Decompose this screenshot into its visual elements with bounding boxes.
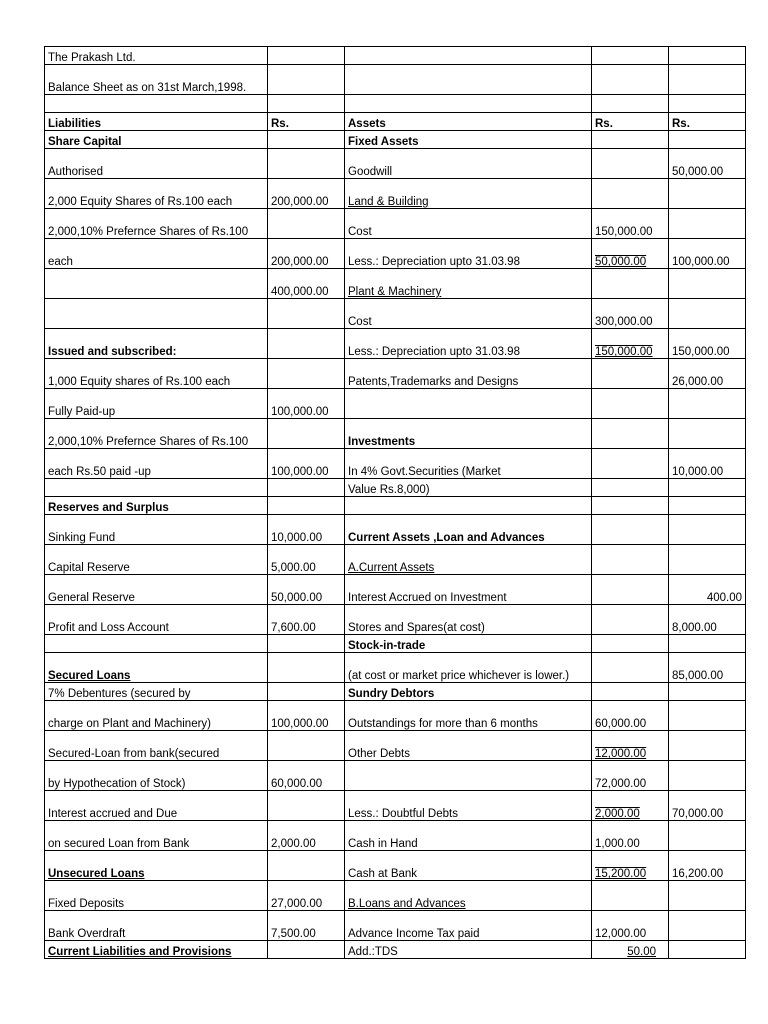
liability-label: Fully Paid-up	[45, 389, 268, 419]
asset-label: A.Current Assets	[345, 545, 592, 575]
liability-amount: 400,000.00	[268, 269, 345, 299]
liability-amount: 60,000.00	[268, 761, 345, 791]
table-row	[45, 359, 746, 389]
asset-label: Less.: Doubtful Debts	[345, 791, 592, 821]
header-row-title	[45, 65, 746, 95]
table-row	[45, 821, 746, 851]
liability-amount: 50,000.00	[268, 575, 345, 605]
asset-subtotal: 12,000.00	[592, 911, 669, 941]
asset-total: 8,000.00	[669, 605, 746, 635]
asset-label: Sundry Debtors	[345, 683, 592, 701]
liability-amount: 200,000.00	[268, 239, 345, 269]
table-row	[45, 269, 746, 299]
liability-label: Fixed Deposits	[45, 881, 268, 911]
liability-label: on secured Loan from Bank	[45, 821, 268, 851]
liability-amount: 2,000.00	[268, 821, 345, 851]
asset-label: Value Rs.8,000)	[345, 479, 592, 497]
table-row	[45, 515, 746, 545]
asset-subtotal: 15,200.00	[592, 851, 669, 881]
asset-label: B.Loans and Advances	[345, 881, 592, 911]
asset-label: Investments	[345, 419, 592, 449]
table-row	[45, 239, 746, 269]
table-row	[45, 635, 746, 653]
asset-subtotal: 2,000.00	[592, 791, 669, 821]
liability-label: 2,000,10% Prefernce Shares of Rs.100	[45, 419, 268, 449]
asset-subtotal: 12,000.00	[592, 731, 669, 761]
asset-label: Other Debts	[345, 731, 592, 761]
asset-total: 100,000.00	[669, 239, 746, 269]
asset-label: Interest Accrued on Investment	[345, 575, 592, 605]
liability-label: Sinking Fund	[45, 515, 268, 545]
liability-label: by Hypothecation of Stock)	[45, 761, 268, 791]
liability-amount: 100,000.00	[268, 449, 345, 479]
asset-label: Current Assets ,Loan and Advances	[345, 515, 592, 545]
table-row	[45, 701, 746, 731]
column-header-row	[45, 113, 746, 131]
asset-label: Add.:TDS	[345, 941, 592, 959]
table-row	[45, 791, 746, 821]
liability-label: Issued and subscribed:	[45, 329, 268, 359]
table-row	[45, 131, 746, 149]
table-row	[45, 299, 746, 329]
asset-label: Cash in Hand	[345, 821, 592, 851]
liability-amount: 200,000.00	[268, 179, 345, 209]
liability-amount: 27,000.00	[268, 881, 345, 911]
liability-label: Share Capital	[45, 131, 268, 149]
asset-total: 70,000.00	[669, 791, 746, 821]
asset-subtotal: 60,000.00	[592, 701, 669, 731]
company-name: The Prakash Ltd.	[45, 47, 268, 65]
table-row	[45, 149, 746, 179]
asset-total: 85,000.00	[669, 653, 746, 683]
liability-amount: 10,000.00	[268, 515, 345, 545]
asset-label: Cash at Bank	[345, 851, 592, 881]
liability-label: charge on Plant and Machinery)	[45, 701, 268, 731]
liability-label: 2,000 Equity Shares of Rs.100 each	[45, 179, 268, 209]
liability-amount: 7,600.00	[268, 605, 345, 635]
asset-subtotal: 50.00	[592, 941, 669, 959]
table-row	[45, 683, 746, 701]
table-row	[45, 941, 746, 959]
asset-total: 10,000.00	[669, 449, 746, 479]
asset-subtotal: 72,000.00	[592, 761, 669, 791]
asset-subtotal: 150,000.00	[592, 329, 669, 359]
asset-total: 150,000.00	[669, 329, 746, 359]
table-row	[45, 731, 746, 761]
balance-sheet-table	[44, 46, 746, 959]
asset-label: Goodwill	[345, 149, 592, 179]
asset-label: (at cost or market price whichever is lower.)	[345, 653, 592, 683]
liability-label: each	[45, 239, 268, 269]
liability-label: Bank Overdraft	[45, 911, 268, 941]
liability-amount: 100,000.00	[268, 389, 345, 419]
asset-total: 400.00	[669, 575, 746, 605]
balance-sheet-body	[45, 47, 746, 959]
asset-label: Land & Building	[345, 179, 592, 209]
liability-label: Interest accrued and Due	[45, 791, 268, 821]
asset-label: Stores and Spares(at cost)	[345, 605, 592, 635]
table-row	[45, 575, 746, 605]
liability-label: 1,000 Equity shares of Rs.100 each	[45, 359, 268, 389]
liability-amount: 100,000.00	[268, 701, 345, 731]
assets-header: Assets	[345, 113, 592, 131]
table-row	[45, 449, 746, 479]
asset-total: 50,000.00	[669, 149, 746, 179]
table-row	[45, 881, 746, 911]
liabilities-rs-header: Rs.	[268, 113, 345, 131]
asset-label: Less.: Depreciation upto 31.03.98	[345, 329, 592, 359]
asset-label: In 4% Govt.Securities (Market	[345, 449, 592, 479]
liability-label: Unsecured Loans	[45, 851, 268, 881]
asset-label: Less.: Depreciation upto 31.03.98	[345, 239, 592, 269]
blank-row	[45, 95, 746, 113]
asset-label: Plant & Machinery	[345, 269, 592, 299]
liability-label: General Reserve	[45, 575, 268, 605]
liability-amount: 7,500.00	[268, 911, 345, 941]
liability-label: Authorised	[45, 149, 268, 179]
table-row	[45, 761, 746, 791]
table-row	[45, 179, 746, 209]
asset-label: Fixed Assets	[345, 131, 592, 149]
table-row	[45, 911, 746, 941]
table-row	[45, 329, 746, 359]
liabilities-header: Liabilities	[45, 113, 268, 131]
table-row	[45, 605, 746, 635]
liability-label: each Rs.50 paid -up	[45, 449, 268, 479]
asset-label: Stock-in-trade	[345, 635, 592, 653]
table-row	[45, 419, 746, 449]
asset-label: Cost	[345, 299, 592, 329]
asset-label: Cost	[345, 209, 592, 239]
table-row	[45, 545, 746, 575]
liability-label: Secured-Loan from bank(secured	[45, 731, 268, 761]
liability-label: 7% Debentures (secured by	[45, 683, 268, 701]
asset-total: 26,000.00	[669, 359, 746, 389]
liability-label: Reserves and Surplus	[45, 497, 268, 515]
sheet-title: Balance Sheet as on 31st March,1998.	[45, 65, 268, 95]
liability-label: Secured Loans	[45, 653, 268, 683]
table-row	[45, 653, 746, 683]
header-row-company	[45, 47, 746, 65]
asset-label: Patents,Trademarks and Designs	[345, 359, 592, 389]
liability-label: 2,000,10% Prefernce Shares of Rs.100	[45, 209, 268, 239]
assets-rs-header-1: Rs.	[592, 113, 669, 131]
table-row	[45, 851, 746, 881]
table-row	[45, 479, 746, 497]
asset-total: 16,200.00	[669, 851, 746, 881]
liability-label: Capital Reserve	[45, 545, 268, 575]
liability-amount: 5,000.00	[268, 545, 345, 575]
table-row	[45, 497, 746, 515]
asset-subtotal: 50,000.00	[592, 239, 669, 269]
liability-label: Current Liabilities and Provisions	[45, 941, 268, 959]
table-row	[45, 389, 746, 419]
asset-subtotal: 300,000.00	[592, 299, 669, 329]
assets-rs-header-2: Rs.	[669, 113, 746, 131]
liability-label: Profit and Loss Account	[45, 605, 268, 635]
table-row	[45, 209, 746, 239]
asset-label: Outstandings for more than 6 months	[345, 701, 592, 731]
asset-subtotal: 1,000.00	[592, 821, 669, 851]
asset-subtotal: 150,000.00	[592, 209, 669, 239]
asset-label: Advance Income Tax paid	[345, 911, 592, 941]
